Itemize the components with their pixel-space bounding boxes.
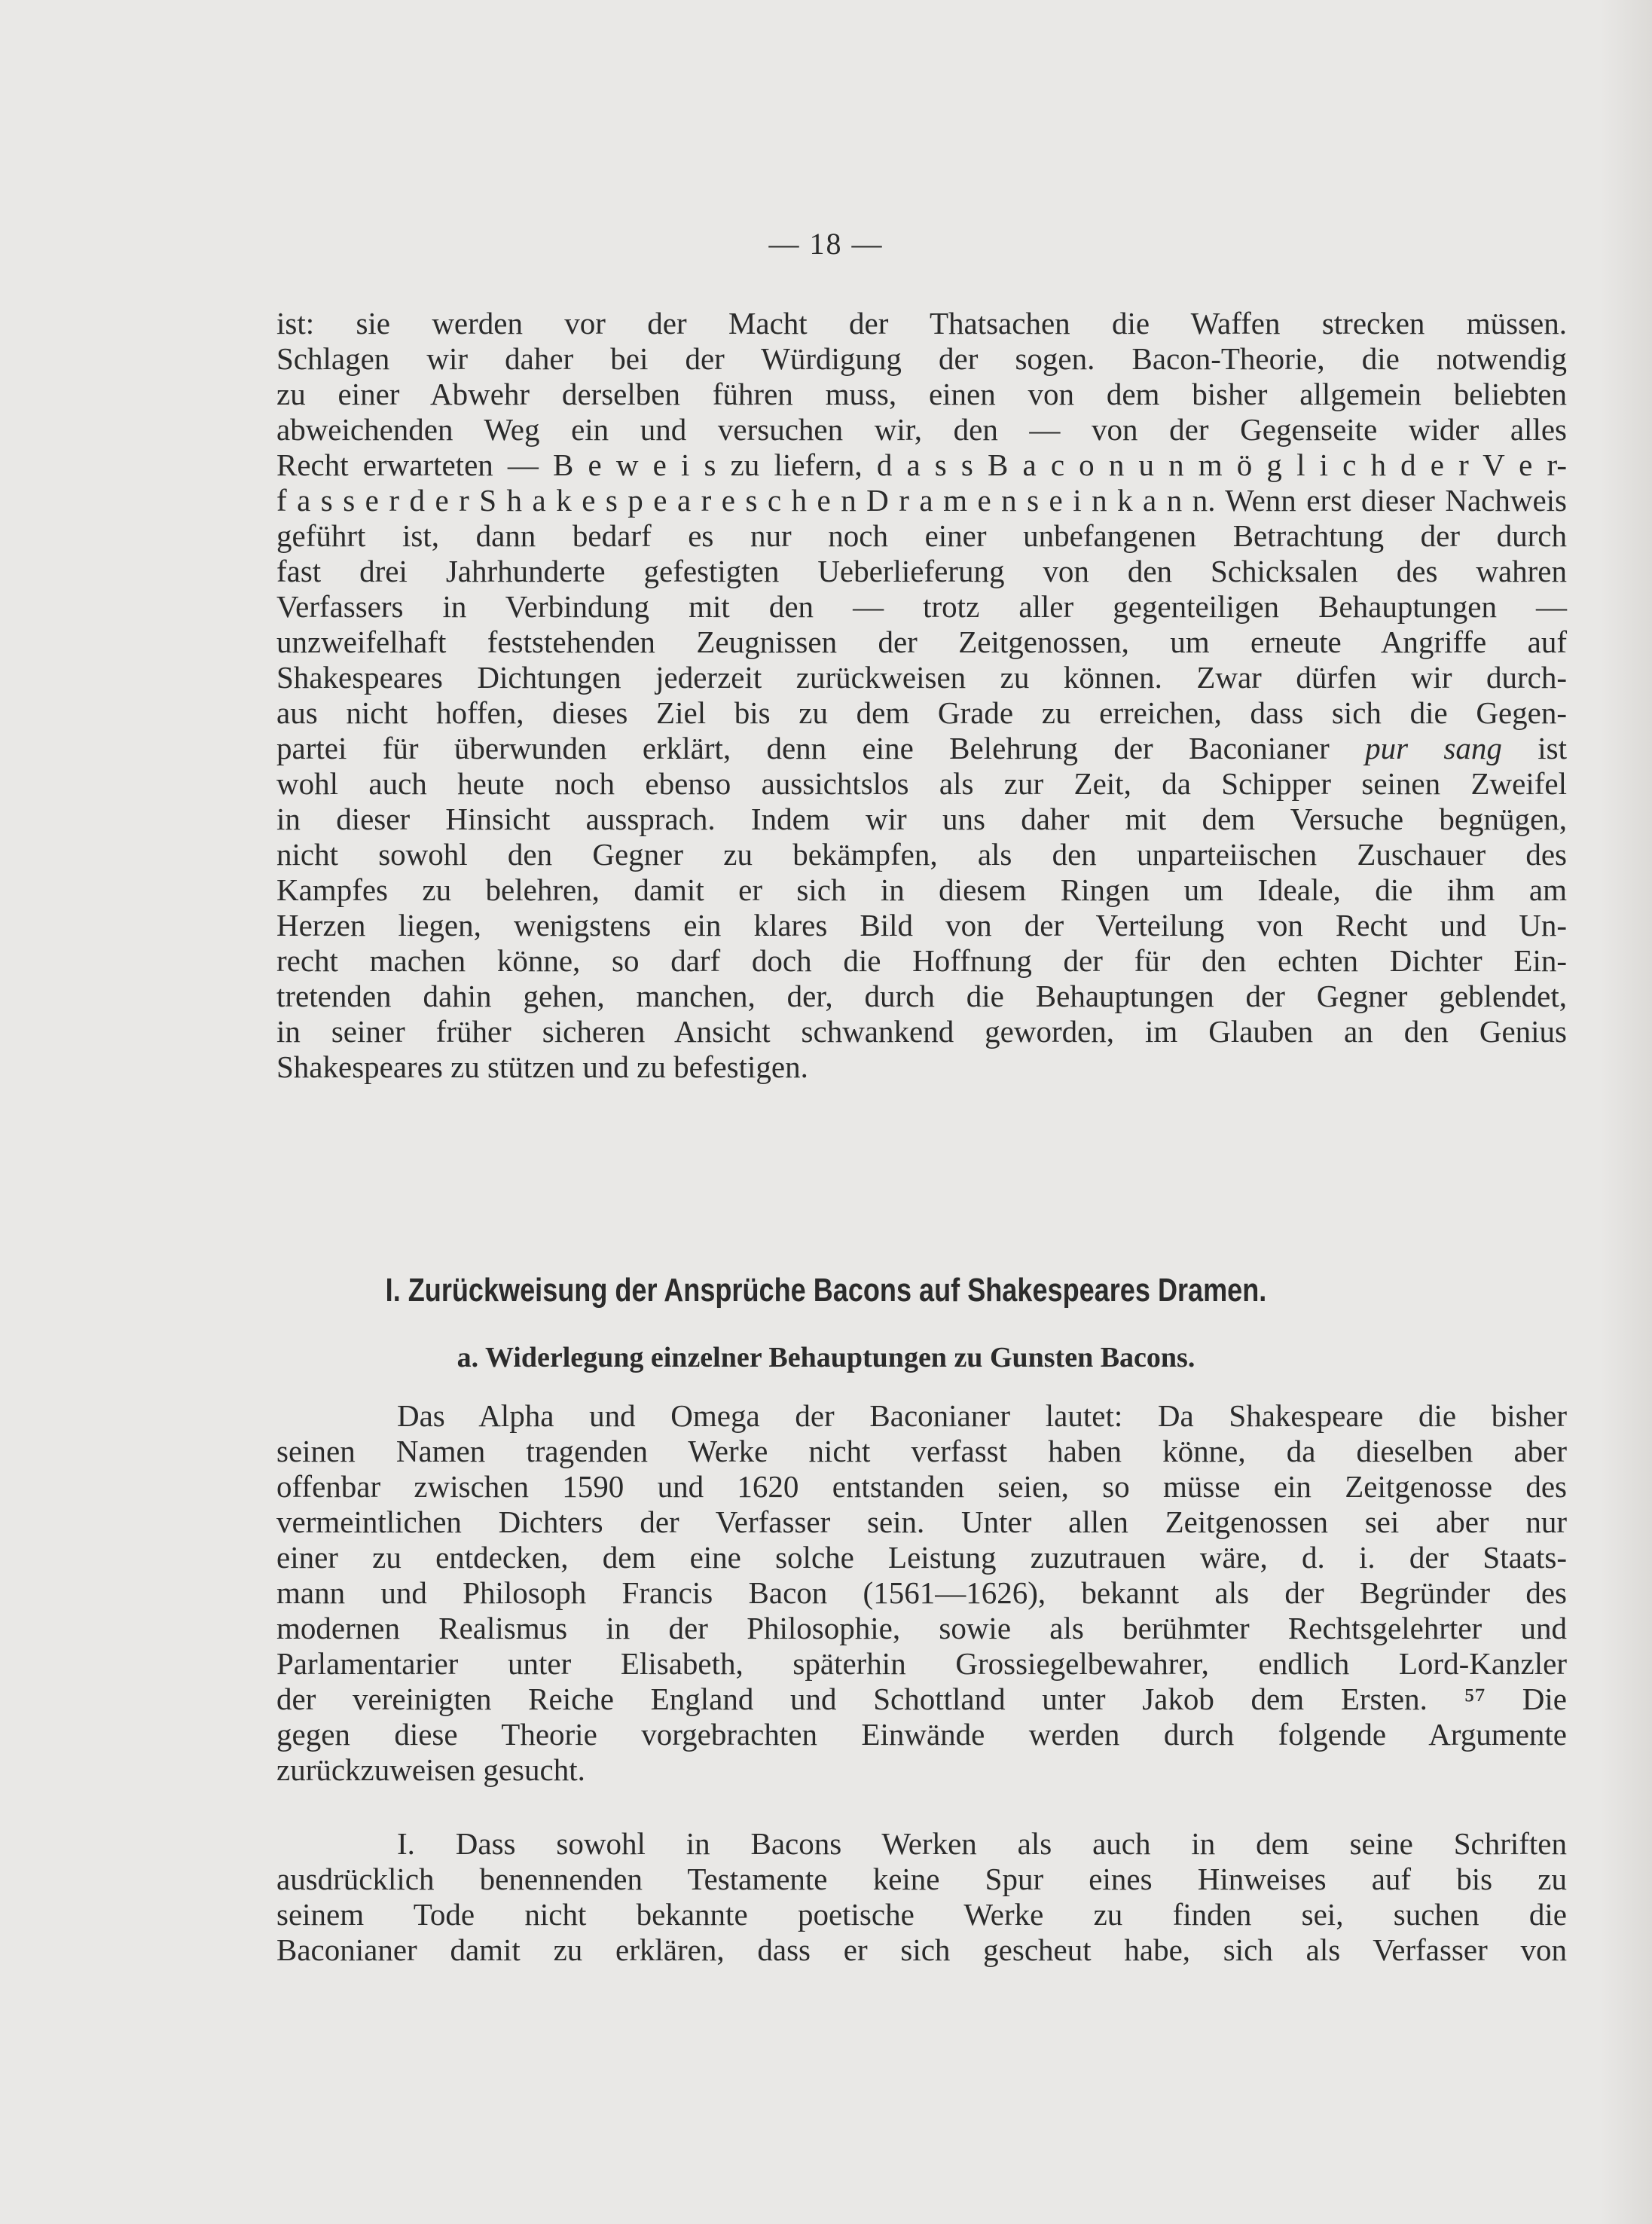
text-line: f a s s e r d e r S h a k e s p e a r e s c h e n D r a m e n s e i n k a n n. Wenn erst dieser Nachweis: [276, 483, 1567, 518]
text-line: unzweifelhaft feststehenden Zeugnissen der Zeitgenossen, um erneute Angriffe auf: [276, 625, 1567, 659]
text-line: geführt ist, dann bedarf es nur noch einer unbefangenen Betrachtung der durch: [276, 518, 1567, 553]
text-line: nicht sowohl den Gegner zu bekämpfen, als den unparteiischen Zuschauer des: [276, 837, 1567, 872]
text-line: in seiner früher sicheren Ansicht schwankend geworden, im Glauben an den Genius: [276, 1014, 1567, 1049]
text-line: vermeintlichen Dichters der Verfasser sein. Unter allen Zeitgenossen sei aber nur: [276, 1505, 1567, 1539]
text-line: einer zu entdecken, dem eine solche Leistung zuzutrauen wäre, d. i. der Staats-: [276, 1540, 1567, 1575]
text-line: modernen Realismus in der Philosophie, sowie als berühmter Rechtsgelehrter und: [276, 1611, 1567, 1645]
text-line: Verfassers in Verbindung mit den — trotz aller gegenteiligen Behauptungen —: [276, 589, 1567, 624]
paragraph-intro: [276, 306, 1567, 1085]
page-edge-shadow: [1599, 0, 1652, 2224]
text-line: ausdrücklich benennenden Testamente keine Spur eines Hinweises auf bis zu: [276, 1862, 1567, 1896]
text-line: wohl auch heute noch ebenso aussichtslos als zur Zeit, da Schipper seinen Zweifel: [276, 766, 1567, 801]
text-span: partei für überwunden erklärt, denn eine Belehrung der Baconianer: [276, 731, 1366, 765]
text-line: Das Alpha und Omega der Baconianer lautet: Da Shakespeare die bisher: [397, 1398, 1567, 1433]
text-line: seinen Namen tragenden Werke nicht verfasst haben könne, da dieselben aber: [276, 1434, 1567, 1468]
text-line: offenbar zwischen 1590 und 1620 entstanden seien, so müsse ein Zeitgenosse des: [276, 1469, 1567, 1504]
text-line: Parlamentarier unter Elisabeth, späterhin Grossiegelbewahrer, endlich Lord-Kanzler: [276, 1646, 1567, 1681]
section-heading: I. Zurückweisung der Ansprüche Bacons auf Shakespeares Dramen.: [385, 1272, 1267, 1309]
paragraph-point-one: [276, 1826, 1567, 1968]
text-line: abweichenden Weg ein und versuchen wir, den — von der Gegenseite wider alles: [276, 412, 1567, 447]
page-number: — 18 —: [768, 227, 884, 261]
text-line: tretenden dahin gehen, manchen, der, durch die Behauptungen der Gegner geblendet,: [276, 979, 1567, 1013]
text-line: Baconianer damit zu erklären, dass er sich gescheut habe, sich als Verfasser von: [276, 1932, 1567, 1967]
text-line: [276, 731, 1567, 766]
text-line: zu einer Abwehr derselben führen muss, einen von dem bisher allgemein beliebten: [276, 377, 1567, 411]
text-line: I. Dass sowohl in Bacons Werken als auch in dem seine Schriften: [397, 1826, 1567, 1861]
text-line: gegen diese Theorie vorgebrachten Einwände werden durch folgende Argumente: [276, 1717, 1567, 1752]
text-line: zurückzuweisen gesucht.: [276, 1752, 585, 1787]
text-line: aus nicht hoffen, dieses Ziel bis zu dem Grade zu erreichen, dass sich die Gegen-: [276, 695, 1567, 730]
text-span: ist: [1501, 731, 1567, 765]
text-line: Shakespeares zu stützen und zu befestigen.: [276, 1049, 808, 1084]
text-line: in dieser Hinsicht aussprach. Indem wir uns daher mit dem Versuche begnügen,: [276, 802, 1567, 836]
text-line: Recht erwarteten — B e w e i s zu liefern, d a s s B a c o n u n m ö g l i c h d e r V e r-: [276, 448, 1567, 482]
text-line: Schlagen wir daher bei der Würdigung der sogen. Bacon-Theorie, die notwendig: [276, 341, 1567, 376]
text-line: Herzen liegen, wenigstens ein klares Bild von der Verteilung von Recht und Un-: [276, 908, 1567, 942]
paragraph-alpha-omega: [276, 1398, 1567, 1788]
italic-phrase: pur sang: [1365, 731, 1502, 765]
text-line: ist: sie werden vor der Macht der Thatsachen die Waffen strecken müssen.: [276, 306, 1567, 341]
text-line: mann und Philosoph Francis Bacon (1561—1626), bekannt als der Begründer des: [276, 1575, 1567, 1610]
text-line: recht machen könne, so darf doch die Hoffnung der für den echten Dichter Ein-: [276, 943, 1567, 978]
text-line: der vereinigten Reiche England und Schottland unter Jakob dem Ersten. ⁵⁷ Die: [276, 1682, 1567, 1716]
subsection-heading: a. Widerlegung einzelner Behauptungen zu Gunsten Bacons.: [457, 1342, 1195, 1373]
text-line: Kampfes zu belehren, damit er sich in diesem Ringen um Ideale, die ihm am: [276, 872, 1567, 907]
text-line: Shakespeares Dichtungen jederzeit zurückweisen zu können. Zwar dürfen wir durch-: [276, 660, 1567, 695]
text-line: seinem Tode nicht bekannte poetische Werke zu finden sei, suchen die: [276, 1897, 1567, 1932]
text-line: fast drei Jahrhunderte gefestigten Ueberlieferung von den Schicksalen des wahren: [276, 554, 1567, 588]
